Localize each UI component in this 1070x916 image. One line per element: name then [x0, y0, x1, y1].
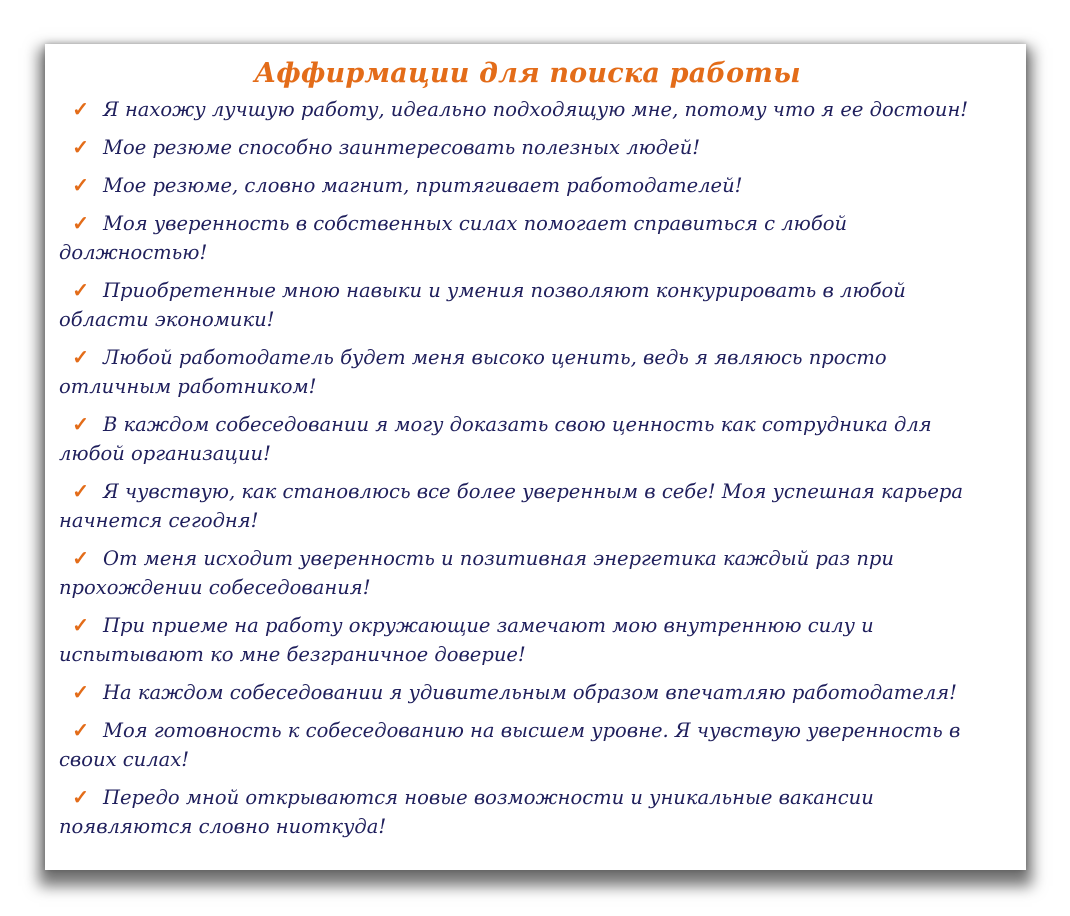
checkmark-icon: ✓	[72, 345, 89, 369]
list-item-text: При приеме на работу окружающие замечают мою внутреннюю силу и испытывают ко мне безграничное доверие!	[59, 614, 874, 666]
checkmark-icon: ✓	[72, 412, 89, 436]
checkmark-icon: ✓	[72, 479, 89, 503]
list-item-text: Приобретенные мною навыки и умения позволяют конкурировать в любой области экономики!	[59, 279, 906, 331]
checkmark-icon: ✓	[72, 718, 89, 742]
checkmark-icon: ✓	[72, 613, 89, 637]
list-item	[59, 716, 996, 774]
checkmark-icon: ✓	[72, 135, 89, 159]
page-title: Аффирмации для поиска работы	[254, 58, 801, 89]
list-item	[59, 410, 996, 468]
checkmark-icon: ✓	[72, 785, 89, 809]
list-item-text: Моя уверенность в собственных силах помогает справиться с любой должностью!	[59, 212, 848, 264]
list-item	[59, 209, 996, 267]
checkmark-icon: ✓	[72, 278, 89, 302]
list-item-text: На каждом собеседовании я удивительным образом впечатляю работодателя!	[103, 681, 957, 704]
list-item	[59, 171, 996, 200]
list-item	[59, 678, 996, 707]
list-item-text: Мое резюме способно заинтересовать полезных людей!	[103, 136, 701, 159]
affirmations-card	[45, 44, 1026, 870]
list-item	[59, 544, 996, 602]
list-item	[59, 276, 996, 334]
list-item-text: Передо мной открываются новые возможности и уникальные вакансии появляются словно ниоткуда!	[59, 786, 874, 838]
list-item-text: Я чувствую, как становлюсь все более уверенным в себе! Моя успешная карьера начнется сегодня!	[59, 480, 963, 532]
list-item-text: Любой работодатель будет меня высоко ценить, ведь я являюсь просто отличным работником!	[59, 346, 887, 398]
checkmark-icon: ✓	[72, 680, 89, 704]
checkmark-icon: ✓	[72, 97, 89, 121]
list-item	[59, 783, 996, 841]
list-item	[59, 477, 996, 535]
list-item-text: Мое резюме, словно магнит, притягивает работодателей!	[103, 174, 743, 197]
list-item	[59, 611, 996, 669]
list-item-text: Моя готовность к собеседованию на высшем уровне. Я чувствую уверенность в своих силах!	[59, 719, 961, 771]
list-item-text: Я нахожу лучшую работу, идеально подходящую мне, потому что я ее достоин!	[103, 98, 969, 121]
checkmark-icon: ✓	[72, 546, 89, 570]
list-item	[59, 343, 996, 401]
list-item-text: В каждом собеседовании я могу доказать свою ценность как сотрудника для любой организации!	[59, 413, 932, 465]
checkmark-icon: ✓	[72, 211, 89, 235]
checkmark-icon: ✓	[72, 173, 89, 197]
list-item	[59, 133, 996, 162]
affirmations-list	[59, 95, 996, 841]
list-item-text: От меня исходит уверенность и позитивная энергетика каждый раз при прохождении собеседования!	[59, 547, 894, 599]
list-item	[59, 95, 996, 124]
